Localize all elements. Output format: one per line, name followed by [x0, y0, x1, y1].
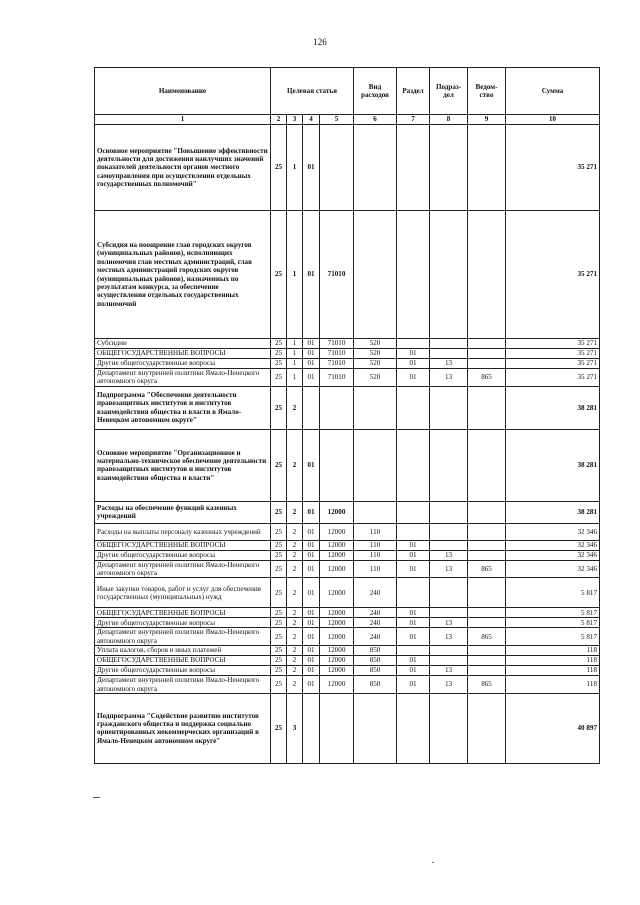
- cell-c4: 01: [303, 618, 320, 628]
- cell-vedomstvo: [468, 501, 506, 523]
- cell-vedomstvo: [468, 578, 506, 608]
- cell-summa: 35 271: [506, 369, 600, 387]
- cell-c2: 25: [271, 550, 287, 560]
- cell-c2: 25: [271, 676, 287, 694]
- budget-table: [94, 67, 600, 764]
- cell-c2: 25: [271, 618, 287, 628]
- cell-c2: 25: [271, 693, 287, 763]
- header-vid: Вид расходов: [354, 68, 397, 115]
- cell-podrazdel: 13: [430, 359, 468, 369]
- cell-c4: [303, 693, 320, 763]
- cell-c2: 25: [271, 608, 287, 618]
- cell-vedomstvo: [468, 656, 506, 666]
- cell-podrazdel: [430, 386, 468, 429]
- cell-c3: 2: [287, 578, 303, 608]
- cell-razdel: 01: [397, 540, 430, 550]
- header-name: Наименование: [95, 68, 271, 115]
- table-row: [95, 339, 600, 349]
- cell-c3: 1: [287, 349, 303, 359]
- cell-razdel: 01: [397, 676, 430, 694]
- cell-podrazdel: 13: [430, 550, 468, 560]
- cell-c2: 25: [271, 359, 287, 369]
- table-row: [95, 211, 600, 339]
- cell-summa: 35 271: [506, 339, 600, 349]
- cell-c5: 71010: [320, 211, 354, 339]
- cell-vid: 240: [354, 628, 397, 646]
- cell-razdel: [397, 646, 430, 656]
- cell-c3: 1: [287, 211, 303, 339]
- header-vedomstvo: Ведом-ство: [468, 68, 506, 115]
- cell-summa: 35 271: [506, 125, 600, 211]
- cell-razdel: [397, 523, 430, 540]
- table-row: [95, 666, 600, 676]
- cell-c5: 71010: [320, 339, 354, 349]
- cell-c4: 01: [303, 349, 320, 359]
- cell-vid: 850: [354, 656, 397, 666]
- table-row: [95, 369, 600, 387]
- cell-c4: 01: [303, 339, 320, 349]
- cell-name: Департамент внутренней политики Ямало-Ненецкого автономного округа: [95, 628, 271, 646]
- cell-vedomstvo: [468, 339, 506, 349]
- cell-c3: 2: [287, 386, 303, 429]
- cell-c2: 25: [271, 211, 287, 339]
- cell-podrazdel: 13: [430, 666, 468, 676]
- cell-summa: 118: [506, 656, 600, 666]
- cell-vid: [354, 429, 397, 501]
- column-number: 10: [506, 115, 600, 125]
- cell-c4: 01: [303, 359, 320, 369]
- cell-name: ОБЩЕГОСУДАРСТВЕННЫЕ ВОПРОСЫ: [95, 349, 271, 359]
- cell-name: Расходы на выплаты персоналу казенных учреждений: [95, 523, 271, 540]
- cell-podrazdel: [430, 608, 468, 618]
- cell-razdel: 01: [397, 608, 430, 618]
- cell-vid: 240: [354, 608, 397, 618]
- cell-podrazdel: [430, 211, 468, 339]
- cell-vid: 520: [354, 339, 397, 349]
- cell-c4: 01: [303, 369, 320, 387]
- cell-podrazdel: [430, 523, 468, 540]
- cell-razdel: 01: [397, 550, 430, 560]
- cell-vedomstvo: [468, 540, 506, 550]
- cell-name: Подпрограмма "Обеспечение деятельности правозащитных институтов и институтов взаимодействия общества и власти в Ямало-Ненецком автономном округе": [95, 386, 271, 429]
- cell-vid: 850: [354, 676, 397, 694]
- cell-vid: [354, 501, 397, 523]
- cell-c4: 01: [303, 125, 320, 211]
- cell-summa: 35 271: [506, 349, 600, 359]
- cell-name: Основное мероприятие "Повышение эффективности деятельности для достижения наилучших значений показателей деятельности органов местного самоуправления при осуществлении отдельных государственных полномочий": [95, 125, 271, 211]
- cell-vid: 520: [354, 349, 397, 359]
- cell-c4: 01: [303, 646, 320, 656]
- cell-name: Департамент внутренней политики Ямало-Ненецкого автономного округа: [95, 369, 271, 387]
- cell-c2: 25: [271, 540, 287, 550]
- column-number: 7: [397, 115, 430, 125]
- cell-podrazdel: [430, 125, 468, 211]
- table-row: [95, 349, 600, 359]
- cell-summa: 118: [506, 666, 600, 676]
- cell-c2: 25: [271, 628, 287, 646]
- table-row: [95, 560, 600, 578]
- cell-c5: 12000: [320, 676, 354, 694]
- cell-vid: 110: [354, 560, 397, 578]
- cell-summa: 38 281: [506, 429, 600, 501]
- cell-c3: 1: [287, 339, 303, 349]
- cell-c4: 01: [303, 523, 320, 540]
- cell-podrazdel: [430, 540, 468, 550]
- table-row: [95, 540, 600, 550]
- cell-name: Иные закупки товаров, работ и услуг для обеспечения государственных (муниципальных) нужд: [95, 578, 271, 608]
- header-summa: Сумма: [506, 68, 600, 115]
- cell-c3: 2: [287, 618, 303, 628]
- cell-c2: 25: [271, 501, 287, 523]
- cell-vedomstvo: [468, 386, 506, 429]
- cell-razdel: 01: [397, 349, 430, 359]
- table-row: [95, 550, 600, 560]
- cell-c4: 01: [303, 429, 320, 501]
- table-row: [95, 676, 600, 694]
- cell-name: Другие общегосударственные вопросы: [95, 618, 271, 628]
- cell-c2: 25: [271, 578, 287, 608]
- cell-vedomstvo: [468, 523, 506, 540]
- table-row: [95, 628, 600, 646]
- cell-c3: 2: [287, 646, 303, 656]
- cell-c4: 01: [303, 608, 320, 618]
- table-row: [95, 125, 600, 211]
- cell-summa: 118: [506, 646, 600, 656]
- column-number: 3: [287, 115, 303, 125]
- cell-vid: [354, 211, 397, 339]
- cell-c3: 2: [287, 540, 303, 550]
- margin-mark: [93, 797, 100, 798]
- table-row: [95, 386, 600, 429]
- cell-summa: 118: [506, 676, 600, 694]
- cell-podrazdel: 13: [430, 369, 468, 387]
- cell-c4: 01: [303, 628, 320, 646]
- cell-vid: [354, 386, 397, 429]
- cell-razdel: 01: [397, 369, 430, 387]
- cell-name: ОБЩЕГОСУДАРСТВЕННЫЕ ВОПРОСЫ: [95, 608, 271, 618]
- cell-name: Подпрограмма "Содействие развитию институтов гражданского общества и поддержка социально ориентированных некоммерческих организаций в Ямало-Ненецком автономном округе": [95, 693, 271, 763]
- cell-razdel: [397, 339, 430, 349]
- cell-c5: 71010: [320, 369, 354, 387]
- cell-c2: 25: [271, 666, 287, 676]
- cell-razdel: 01: [397, 618, 430, 628]
- cell-c3: 2: [287, 608, 303, 618]
- cell-summa: 32 346: [506, 550, 600, 560]
- cell-vid: 110: [354, 550, 397, 560]
- cell-podrazdel: [430, 339, 468, 349]
- cell-vid: [354, 125, 397, 211]
- page-number: 126: [313, 37, 327, 47]
- cell-vedomstvo: [468, 429, 506, 501]
- cell-vid: 240: [354, 618, 397, 628]
- cell-c5: 12000: [320, 523, 354, 540]
- cell-c3: 2: [287, 429, 303, 501]
- cell-c5: 12000: [320, 501, 354, 523]
- table-row: [95, 693, 600, 763]
- cell-c3: 2: [287, 560, 303, 578]
- cell-podrazdel: 13: [430, 676, 468, 694]
- cell-vid: 110: [354, 523, 397, 540]
- cell-summa: 35 271: [506, 211, 600, 339]
- cell-c3: 2: [287, 656, 303, 666]
- cell-razdel: [397, 693, 430, 763]
- table-row: [95, 608, 600, 618]
- cell-vedomstvo: [468, 550, 506, 560]
- cell-c3: 1: [287, 359, 303, 369]
- cell-razdel: [397, 211, 430, 339]
- cell-razdel: 01: [397, 628, 430, 646]
- cell-c2: 25: [271, 386, 287, 429]
- cell-name: Уплата налогов, сборов и иных платежей: [95, 646, 271, 656]
- table-row: [95, 578, 600, 608]
- cell-name: Субсидии: [95, 339, 271, 349]
- cell-summa: 5 817: [506, 608, 600, 618]
- cell-vedomstvo: 865: [468, 369, 506, 387]
- cell-name: Основное мероприятие "Организационное и материально-техническое обеспечение деятельности правозащитных институтов и институтов взаимодействия общества и власти": [95, 429, 271, 501]
- cell-vedomstvo: [468, 646, 506, 656]
- cell-summa: 35 271: [506, 359, 600, 369]
- cell-summa: 32 346: [506, 540, 600, 550]
- cell-vedomstvo: [468, 125, 506, 211]
- cell-c5: 71010: [320, 349, 354, 359]
- cell-c4: 01: [303, 676, 320, 694]
- cell-name: ОБЩЕГОСУДАРСТВЕННЫЕ ВОПРОСЫ: [95, 656, 271, 666]
- cell-c5: [320, 386, 354, 429]
- cell-razdel: [397, 429, 430, 501]
- cell-podrazdel: [430, 693, 468, 763]
- cell-vedomstvo: [468, 359, 506, 369]
- cell-c4: 01: [303, 656, 320, 666]
- cell-vedomstvo: [468, 618, 506, 628]
- cell-c5: 12000: [320, 560, 354, 578]
- cell-c2: 25: [271, 560, 287, 578]
- cell-razdel: 01: [397, 656, 430, 666]
- cell-c2: 25: [271, 656, 287, 666]
- cell-podrazdel: [430, 656, 468, 666]
- cell-vid: 850: [354, 666, 397, 676]
- cell-summa: 38 281: [506, 501, 600, 523]
- table-row: [95, 646, 600, 656]
- cell-vedomstvo: [468, 211, 506, 339]
- cell-vedomstvo: [468, 608, 506, 618]
- header-target: Целевая статья: [271, 68, 354, 115]
- cell-vedomstvo: [468, 349, 506, 359]
- cell-c3: 3: [287, 693, 303, 763]
- cell-c5: [320, 429, 354, 501]
- cell-vedomstvo: [468, 666, 506, 676]
- cell-c3: 2: [287, 628, 303, 646]
- cell-name: Другие общегосударственные вопросы: [95, 550, 271, 560]
- column-number: 5: [320, 115, 354, 125]
- cell-vedomstvo: [468, 693, 506, 763]
- cell-podrazdel: [430, 429, 468, 501]
- cell-name: Другие общегосударственные вопросы: [95, 359, 271, 369]
- cell-c4: 01: [303, 540, 320, 550]
- cell-c2: 25: [271, 369, 287, 387]
- cell-c5: [320, 693, 354, 763]
- cell-name: ОБЩЕГОСУДАРСТВЕННЫЕ ВОПРОСЫ: [95, 540, 271, 550]
- cell-summa: 5 817: [506, 618, 600, 628]
- cell-podrazdel: [430, 349, 468, 359]
- cell-podrazdel: 13: [430, 560, 468, 578]
- cell-c5: 12000: [320, 618, 354, 628]
- cell-vid: 520: [354, 369, 397, 387]
- cell-c3: 1: [287, 369, 303, 387]
- cell-razdel: [397, 501, 430, 523]
- cell-summa: 38 281: [506, 386, 600, 429]
- column-number: 2: [271, 115, 287, 125]
- cell-vid: 240: [354, 578, 397, 608]
- cell-c3: 2: [287, 676, 303, 694]
- cell-c4: 01: [303, 501, 320, 523]
- cell-c3: 2: [287, 550, 303, 560]
- cell-name: Расходы на обеспечение функций казенных учреждений: [95, 501, 271, 523]
- column-number: 1: [95, 115, 271, 125]
- cell-c3: 1: [287, 125, 303, 211]
- column-number: 9: [468, 115, 506, 125]
- cell-c2: 25: [271, 125, 287, 211]
- cell-razdel: [397, 125, 430, 211]
- cell-podrazdel: [430, 646, 468, 656]
- cell-name: Субсидия на поощрение глав городских округов (муниципальных районов), исполняющих полномочия глав местных администраций, глав местных администраций городских округов (муниципальных районов), назначенных по результатам конкурса, за обеспечение осуществления отдельных государственных полномочий: [95, 211, 271, 339]
- cell-c4: 01: [303, 560, 320, 578]
- cell-vedomstvo: 865: [468, 628, 506, 646]
- scan-dot: [432, 862, 434, 863]
- header-razdel: Раздел: [397, 68, 430, 115]
- cell-c5: 12000: [320, 646, 354, 656]
- column-number: 8: [430, 115, 468, 125]
- cell-c5: 12000: [320, 540, 354, 550]
- cell-name: Другие общегосударственные вопросы: [95, 666, 271, 676]
- cell-name: Департамент внутренней политики Ямало-Ненецкого автономного округа: [95, 560, 271, 578]
- cell-c3: 2: [287, 523, 303, 540]
- cell-razdel: [397, 386, 430, 429]
- cell-podrazdel: 13: [430, 618, 468, 628]
- cell-vedomstvo: 865: [468, 560, 506, 578]
- cell-razdel: [397, 578, 430, 608]
- cell-c5: 12000: [320, 578, 354, 608]
- header-row: [95, 68, 600, 115]
- cell-c2: 25: [271, 646, 287, 656]
- cell-name: Департамент внутренней политики Ямало-Ненецкого автономного округа: [95, 676, 271, 694]
- table-row: [95, 501, 600, 523]
- cell-c5: 12000: [320, 550, 354, 560]
- cell-c2: 25: [271, 523, 287, 540]
- cell-podrazdel: [430, 501, 468, 523]
- cell-podrazdel: 13: [430, 628, 468, 646]
- table-row: [95, 359, 600, 369]
- table-row: [95, 656, 600, 666]
- cell-c5: 12000: [320, 656, 354, 666]
- cell-c5: 12000: [320, 608, 354, 618]
- cell-vid: 520: [354, 359, 397, 369]
- cell-c4: [303, 386, 320, 429]
- cell-c3: 2: [287, 666, 303, 676]
- cell-razdel: 01: [397, 560, 430, 578]
- cell-c5: 71010: [320, 359, 354, 369]
- cell-summa: 32 346: [506, 523, 600, 540]
- cell-vid: [354, 693, 397, 763]
- cell-razdel: 01: [397, 359, 430, 369]
- column-number-row: [95, 115, 600, 125]
- cell-c4: 01: [303, 550, 320, 560]
- header-podrazdel: Подраз-дел: [430, 68, 468, 115]
- table-row: [95, 618, 600, 628]
- cell-c3: 2: [287, 501, 303, 523]
- cell-c2: 25: [271, 349, 287, 359]
- column-number: 4: [303, 115, 320, 125]
- cell-c5: 12000: [320, 628, 354, 646]
- cell-razdel: 01: [397, 666, 430, 676]
- cell-c5: 12000: [320, 666, 354, 676]
- table-row: [95, 523, 600, 540]
- cell-c4: 01: [303, 211, 320, 339]
- cell-summa: 32 346: [506, 560, 600, 578]
- cell-c5: [320, 125, 354, 211]
- cell-c2: 25: [271, 429, 287, 501]
- column-number: 6: [354, 115, 397, 125]
- cell-vid: 850: [354, 646, 397, 656]
- table-body: [95, 68, 600, 764]
- table-row: [95, 429, 600, 501]
- cell-c4: 01: [303, 666, 320, 676]
- cell-c2: 25: [271, 339, 287, 349]
- cell-podrazdel: [430, 578, 468, 608]
- cell-summa: 40 897: [506, 693, 600, 763]
- cell-vedomstvo: 865: [468, 676, 506, 694]
- cell-vid: 110: [354, 540, 397, 550]
- cell-summa: 5 817: [506, 628, 600, 646]
- cell-c4: 01: [303, 578, 320, 608]
- cell-summa: 5 817: [506, 578, 600, 608]
